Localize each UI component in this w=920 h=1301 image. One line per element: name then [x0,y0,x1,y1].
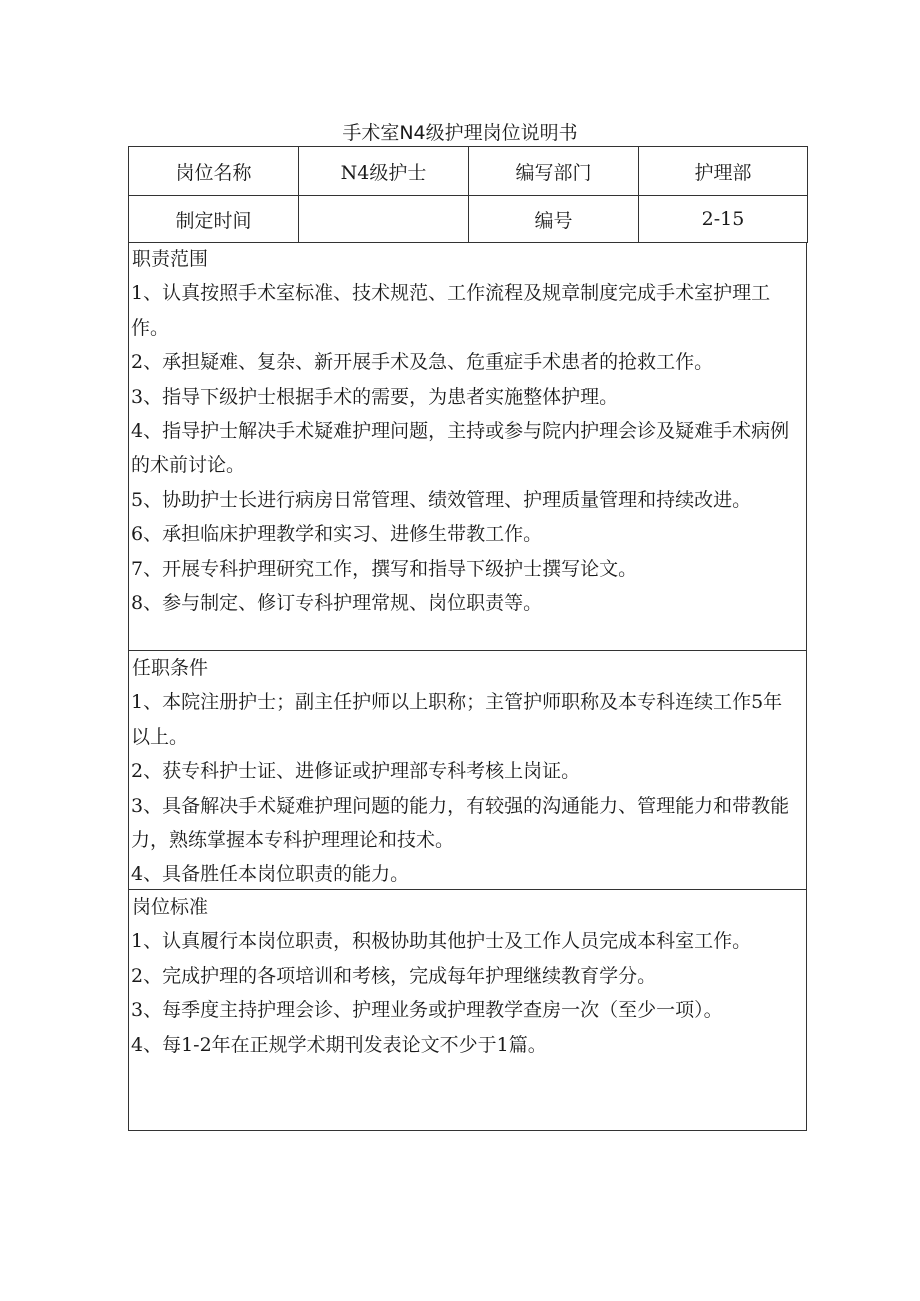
position-name-label: 岗位名称 [129,147,299,196]
list-item: 7、开展专科护理研究工作，撰写和指导下级护士撰写论文。 [131,557,638,580]
qualifications-section [128,651,807,890]
number-value: 2-15 [639,196,808,243]
qualifications-list [129,685,806,890]
date-label: 制定时间 [129,196,299,243]
standards-section [128,890,807,1131]
standards-list [129,924,806,1062]
duties-heading: 职责范围 [132,248,209,270]
qualifications-heading: 任职条件 [132,657,209,679]
info-row-1 [129,147,808,196]
list-item: 2、完成护理的各项培训和考核，完成每年护理继续教育学分。 [131,964,657,987]
list-item: 6、承担临床护理教学和实习、进修生带教工作。 [131,523,543,546]
duties-list [129,276,806,620]
list-item: 4、具备胜任本岗位职责的能力。 [131,863,410,886]
list-item: 1、认真按照手术室标准、技术规范、工作流程及规章制度完成手术室护理工作。 [131,282,771,339]
department-label: 编写部门 [469,147,639,196]
list-item: 1、本院注册护士；副主任护师以上职称；主管护师职称及本专科连续工作5年以上。 [131,691,783,748]
list-item: 2、承担疑难、复杂、新开展手术及急、危重症手术患者的抢救工作。 [131,351,714,374]
list-item: 5、协助护士长进行病房日常管理、绩效管理、护理质量管理和持续改进。 [131,488,752,511]
list-item: 4、指导护士解决手术疑难护理问题，主持或参与院内护理会诊及疑难手术病例的术前讨论。 [131,420,790,477]
list-item: 8、参与制定、修订专科护理常规、岗位职责等。 [131,592,543,615]
list-item: 3、每季度主持护理会诊、护理业务或护理教学查房一次（至少一项）。 [131,999,723,1022]
list-item: 2、获专科护士证、进修证或护理部专科考核上岗证。 [131,760,581,783]
list-item: 3、具备解决手术疑难护理问题的能力，有较强的沟通能力、管理能力和带教能力，熟练掌握本专科护理理论和技术。 [131,794,790,852]
position-name-value: N4级护士 [299,147,469,196]
list-item: 3、指导下级护士根据手术的需要，为患者实施整体护理。 [131,385,619,408]
department-value: 护理部 [639,147,808,196]
list-item: 4、每1-2年在正规学术期刊发表论文不少于1篇。 [131,1033,547,1056]
duties-section [128,242,807,651]
list-item: 1、认真履行本岗位职责，积极协助其他护士及工作人员完成本科室工作。 [131,930,752,953]
info-row-2 [129,196,808,243]
date-value [299,196,469,243]
job-info-table [128,146,808,243]
standards-heading: 岗位标准 [132,896,209,918]
number-label: 编号 [469,196,639,243]
document-title: 手术室N4级护理岗位说明书 [342,122,578,144]
